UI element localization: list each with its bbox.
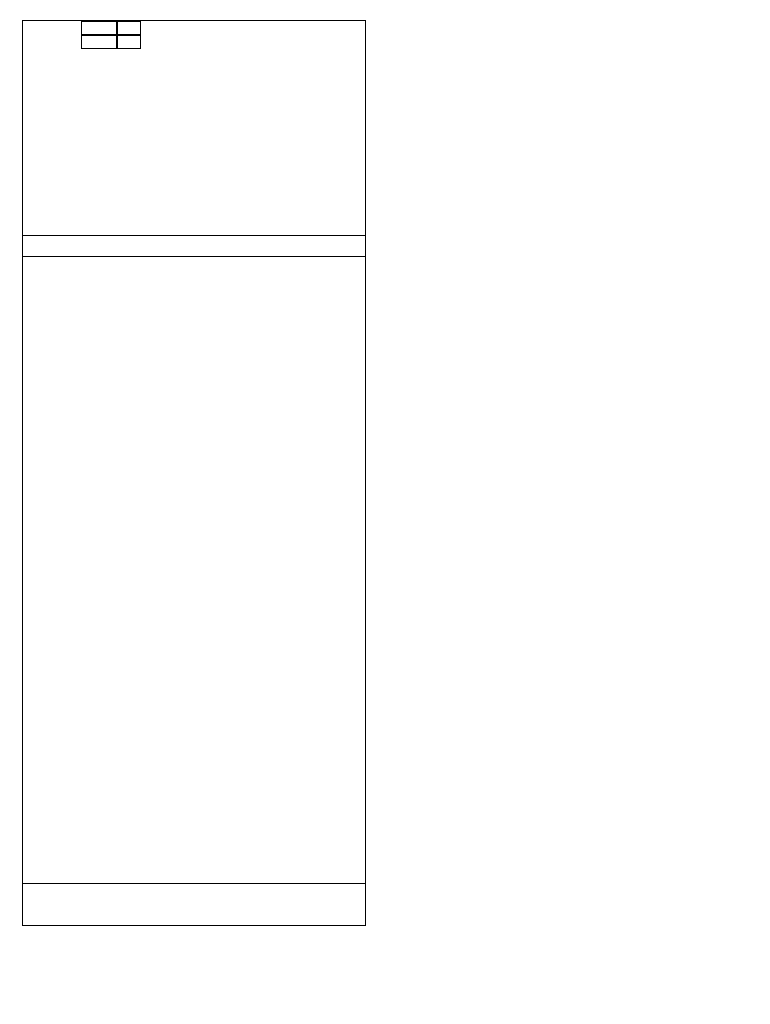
prize-money <box>231 26 361 54</box>
race-card <box>22 20 366 926</box>
race-actual-distance <box>81 35 117 49</box>
race-grade <box>117 35 141 49</box>
sectional-legs <box>23 883 365 884</box>
race-distance <box>81 21 117 35</box>
sectional-footer <box>23 845 365 925</box>
grade-label <box>117 21 141 35</box>
form-column-header <box>23 235 365 257</box>
